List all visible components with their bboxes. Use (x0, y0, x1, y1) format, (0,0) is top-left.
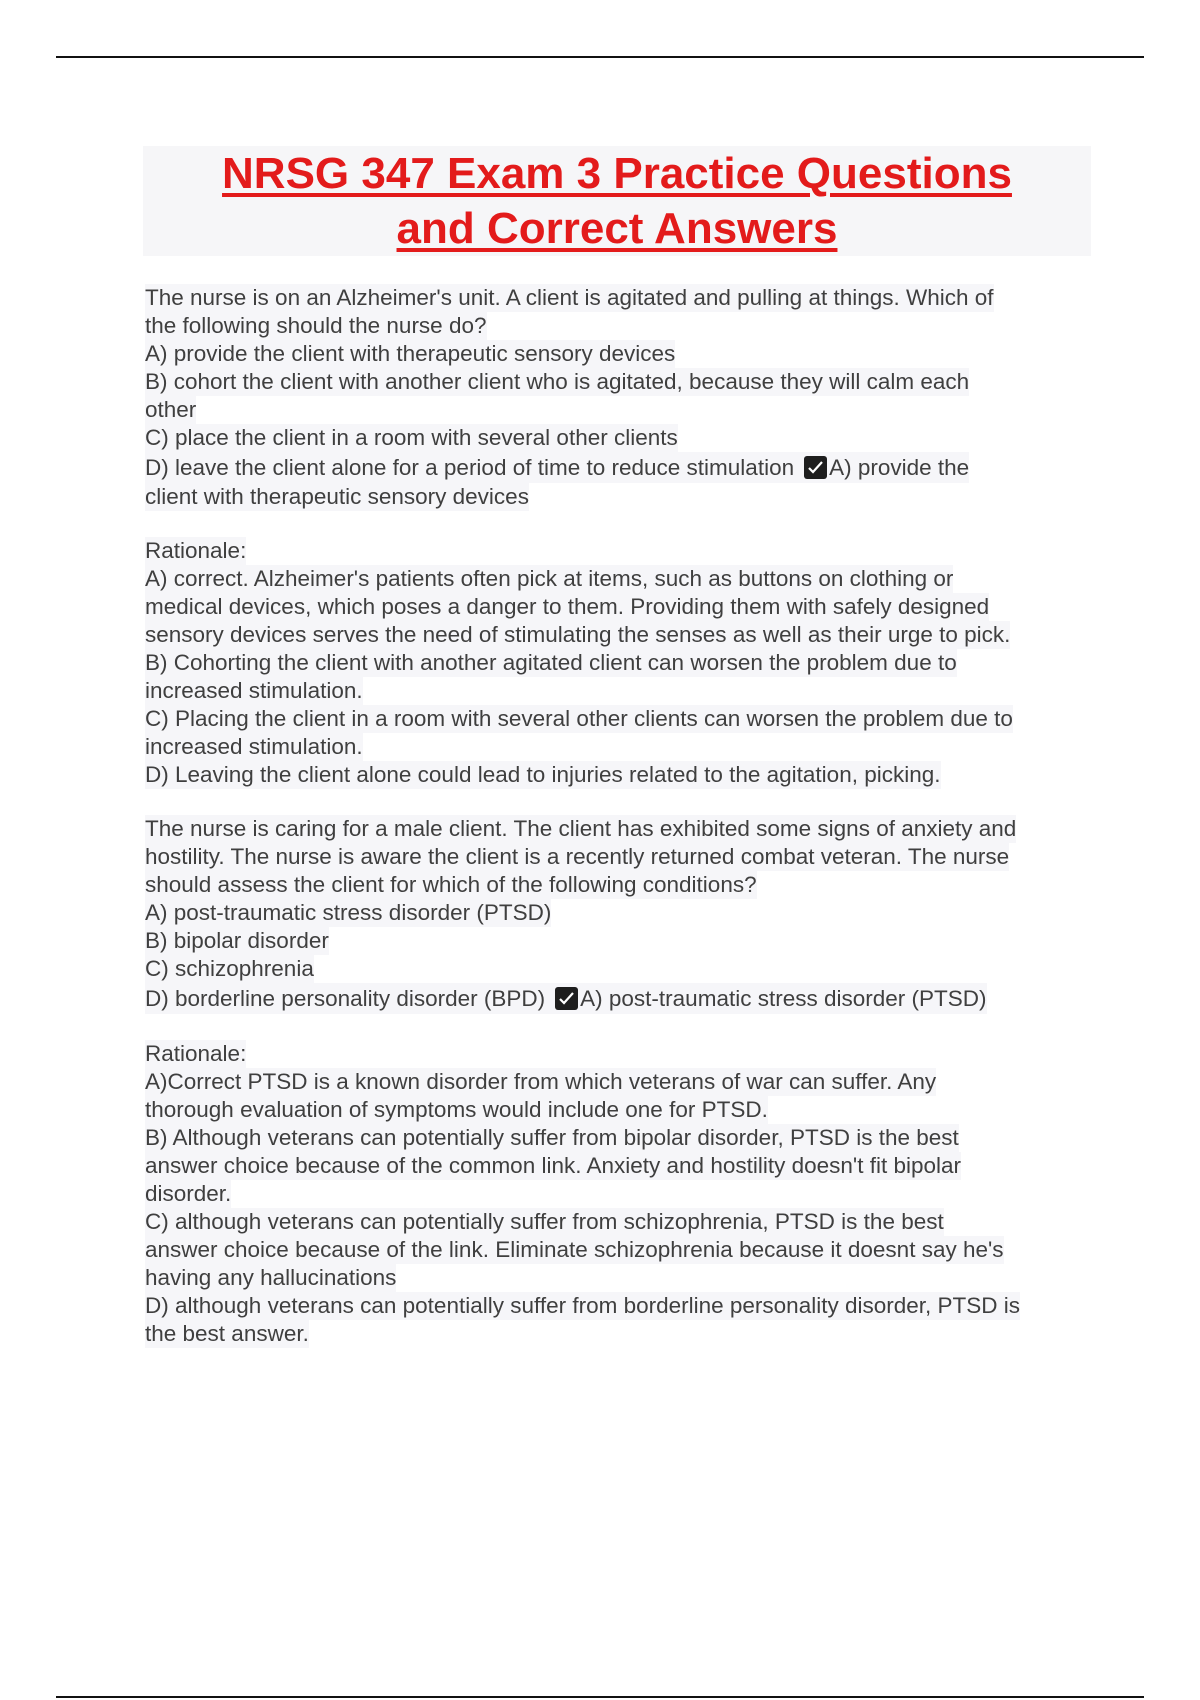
q2-rationale (145, 1040, 1095, 1348)
q1-rationale-line: C) Placing the client in a room with several other clients can worsen the problem due to (145, 706, 1013, 731)
q2-option-d-row (145, 983, 987, 1014)
bottom-rule (56, 1696, 1144, 1698)
q1-option-d-row (145, 452, 969, 483)
q1-option-b-line-2: other (145, 397, 197, 422)
q2-answer: A) post-traumatic stress disorder (PTSD) (580, 986, 987, 1011)
document-body (145, 284, 1095, 1348)
q2-rationale-line: disorder. (145, 1181, 232, 1206)
q1-rationale-line: sensory devices serves the need of stimulating the senses as well as their urge to pick. (145, 622, 1011, 647)
title-line-2: and Correct Answers (396, 204, 838, 253)
q2-rationale-line: C) although veterans can potentially suffer from schizophrenia, PTSD is the best (145, 1209, 944, 1234)
q2-stem-line-3: should assess the client for which of the following conditions? (145, 872, 757, 897)
q2-rationale-line: D) although veterans can potentially suffer from borderline personality disorder, PTSD is (145, 1293, 1021, 1318)
q1-rationale-line: increased stimulation. (145, 678, 363, 703)
q1-stem-line-2: the following should the nurse do? (145, 313, 487, 338)
q1-option-d: D) leave the client alone for a period of time to reduce stimulation (145, 455, 795, 480)
q1-answer-line-2: client with therapeutic sensory devices (145, 484, 529, 509)
q2-rationale-label: Rationale: (145, 1041, 247, 1066)
q2-stem-line-2: hostility. The nurse is aware the client is a recently returned combat veteran. The nurse (145, 844, 1010, 869)
q1-stem-line-1: The nurse is on an Alzheimer's unit. A client is agitated and pulling at things. Which of (145, 285, 994, 310)
q2-option-d: D) borderline personality disorder (BPD) (145, 986, 546, 1011)
q1-rationale-line: increased stimulation. (145, 734, 363, 759)
q2-option-a: A) post-traumatic stress disorder (PTSD) (145, 900, 552, 925)
q2-rationale-line: answer choice because of the common link. Anxiety and hostility doesn't fit bipolar (145, 1153, 961, 1178)
question-1 (145, 284, 1095, 511)
q1-rationale-line: D) Leaving the client alone could lead to injuries related to the agitation, picking. (145, 762, 941, 787)
q1-rationale-line: medical devices, which poses a danger to them. Providing them with safely designed (145, 594, 990, 619)
q2-rationale-line: thorough evaluation of symptoms would include one for PTSD. (145, 1097, 768, 1122)
check-mark-icon (555, 987, 578, 1010)
q2-stem-line-1: The nurse is caring for a male client. The client has exhibited some signs of anxiety and (145, 816, 1017, 841)
q1-option-a: A) provide the client with therapeutic sensory devices (145, 341, 676, 366)
q2-rationale-line: B) Although veterans can potentially suffer from bipolar disorder, PTSD is the best (145, 1125, 959, 1150)
q1-option-c: C) place the client in a room with several other clients (145, 425, 678, 450)
check-mark-icon (804, 456, 827, 479)
q2-rationale-line: answer choice because of the link. Eliminate schizophrenia because it doesnt say he's (145, 1237, 1004, 1262)
q2-option-b: B) bipolar disorder (145, 928, 329, 953)
top-rule (56, 56, 1144, 58)
title-line-1: NRSG 347 Exam 3 Practice Questions (222, 149, 1012, 198)
document-title (143, 146, 1091, 256)
q1-rationale-line: A) correct. Alzheimer's patients often pick at items, such as buttons on clothing or (145, 566, 954, 591)
q1-rationale (145, 537, 1095, 789)
q1-rationale-line: B) Cohorting the client with another agitated client can worsen the problem due to (145, 650, 957, 675)
q1-answer-line-1: A) provide the (829, 455, 970, 480)
q2-rationale-line: A)Correct PTSD is a known disorder from which veterans of war can suffer. Any (145, 1069, 937, 1094)
q2-rationale-line: having any hallucinations (145, 1265, 397, 1290)
q2-rationale-line: the best answer. (145, 1321, 309, 1346)
q2-option-c: C) schizophrenia (145, 956, 314, 981)
q1-option-b-line-1: B) cohort the client with another client who is agitated, because they will calm each (145, 369, 970, 394)
question-2 (145, 815, 1095, 1014)
q1-rationale-label: Rationale: (145, 538, 247, 563)
